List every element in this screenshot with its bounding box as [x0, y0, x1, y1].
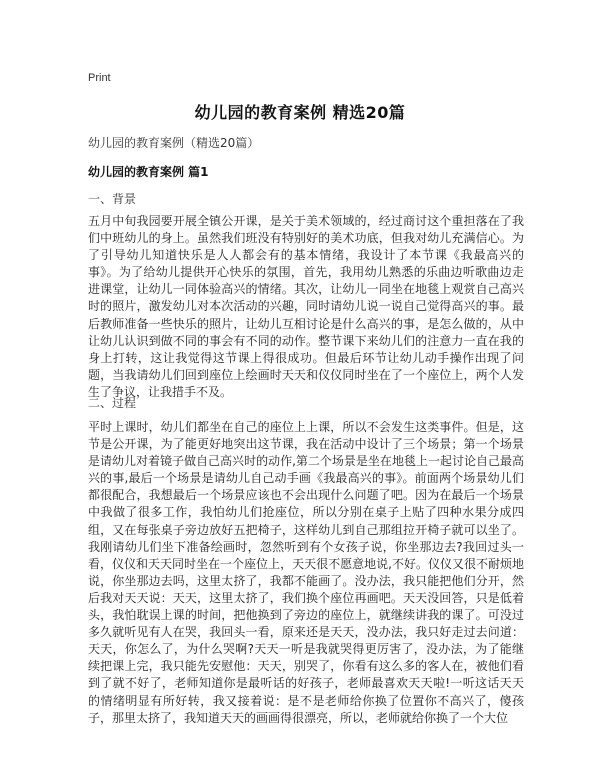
subheading-process: 二、过程 [88, 396, 137, 410]
section-heading: 幼儿园的教育案例 篇1 [88, 165, 209, 179]
subheading-background: 一、背景 [88, 192, 137, 206]
document-title: 幼儿园的教育案例 精选20篇 [194, 103, 406, 122]
paragraph-background: 五月中旬我园要开展全镇公开课，是关于美术领域的，经过商讨这个重担落在了我们中班幼儿的身上。虽然我们班没有特别好的美术功底，但我对幼儿充满信心。为了引导幼儿知道快乐是人人都会有的基本情绪，我设计了本节课《我最高兴的事》。为了给幼儿提供开心快乐的氛围，首先，我用幼儿熟悉的乐曲边听歌曲边走进课堂，让幼儿一同体验高兴的情绪。其次，让幼儿一同坐在地毯上观赏自己高兴时的照片，激发幼儿对本次活动的兴趣，同时请幼儿说一说自己觉得高兴的事。最后教师准备一些快乐的照片，让幼儿互相讨论是什么高兴的事，是怎么做的，从中让幼儿认识到做不同的事会有不同的动作。整节课下来幼儿们的注意力一直在我的身上打转，这让我觉得这节课上得很成功。但最后环节让幼儿动手操作出现了问题，当我请幼儿们回到座位上绘画时天天和仪仪同时坐在了一个座位上，两个人发生了争议，让我措手不及。 [88, 214, 524, 399]
paragraph-process: 平时上课时，幼儿们都坐在自己的座位上上课，所以不会发生这类事件。但是，这节是公开课，为了能更好地突出这节课，我在活动中设计了三个场景；第一个场景是请幼儿对着镜子做自己高兴时的动作,第二个场景是坐在地毯上一起讨论自己最高兴的事,最后一个场景是请幼儿自己动手画《我最高兴的事》。前面两个场景幼儿们都很配合，我想最后一个场景应该也不会出现什么问题了吧。因为在最后一个场景中我做了很多工作，我怕幼儿们抢座位，所以分别在桌子上贴了四种水果分成四组，又在每张桌子旁边放好五把椅子，这样幼儿到自己那组拉开椅子就可以坐了。我刚请幼儿们坐下准备绘画时，忽然听到有个女孩子说，你坐那边去?我回过头一看，仪仪和天天同时坐在一个座位上，天天很不愿意地说,不好。仪仪又很不耐烦地说，你坐那边去吗，这里太挤了，我都不能画了。没办法，我只能把他们分开，然后我对天天说：天天，这里太挤了，我们换个座位再画吧。天天没回答，只是低着头，我怕耽误上课的时间，把他换到了旁边的座位上，就继续讲我的课了。可没过多久就听见有人在哭，我回头一看，原来还是天天，没办法，我只好走过去问道：天天，你怎么了，为什么哭啊?天天一听是我就哭得更厉害了，没办法，为了能继续把课上完，我只能先安慰他：天天，别哭了，你看有这么多的客人在，被他们看到了就不好了，老师知道你是最听话的好孩子，老师最喜欢天天啦!一听这话天天的情绪明显有所好转，我又接着说：是不是老师给你换了位置你不高兴了，傻孩子，那里太挤了，我知道天天的画画得很漂亮，所以，老师就给你换了一个大位 [88, 420, 524, 725]
print-label[interactable]: Print [88, 72, 111, 84]
document-subtitle: 幼儿园的教育案例（精选20篇） [88, 136, 260, 150]
